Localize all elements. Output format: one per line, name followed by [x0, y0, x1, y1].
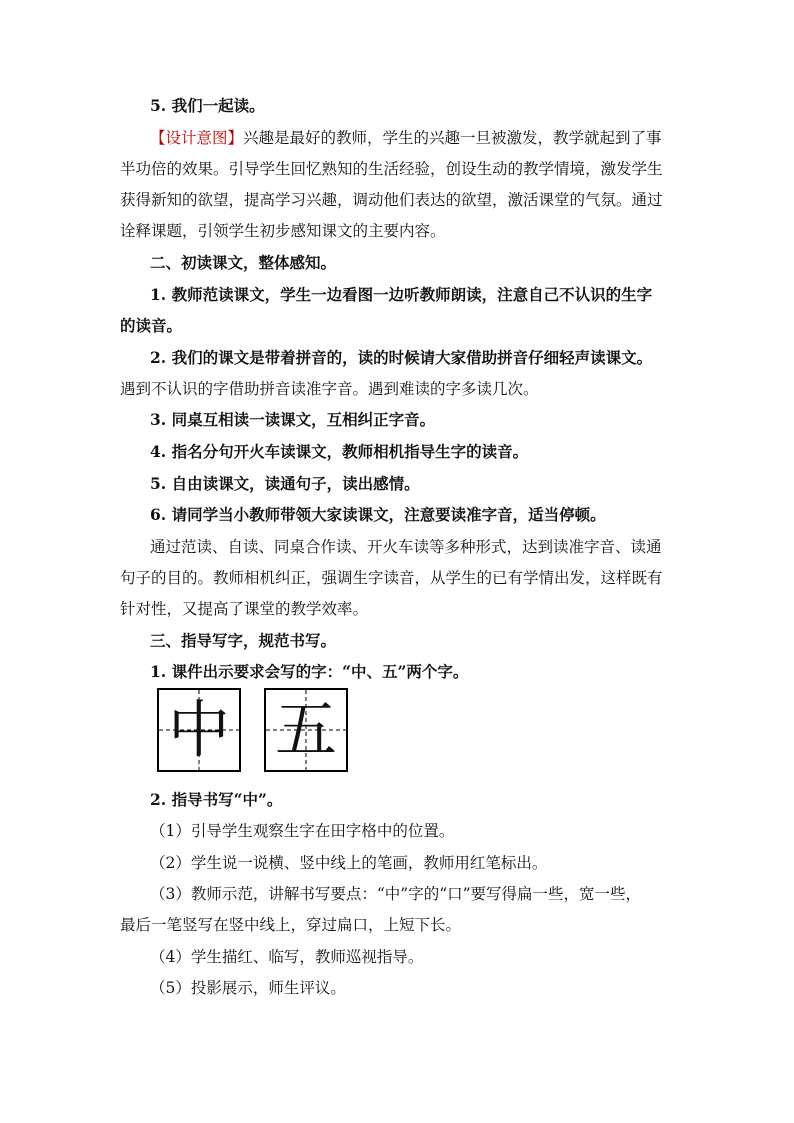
step-3: 3. 同桌互相读一读课文，互相纠正字音。 — [150, 410, 436, 429]
summary-line-3: 针对性，又提高了课堂的教学效率。 — [120, 600, 369, 618]
step-6: 6. 请同学当小教师带领大家读课文，注意要读准字音，适当停顿。 — [150, 505, 606, 524]
design-intent-tag: 【设计意图】 — [150, 129, 244, 147]
substep-5: （5）投影展示，师生评议。 — [150, 979, 346, 997]
design-intent-line-3: 获得新知的欲望，提高学习兴趣，调动他们表达的欲望，激活课堂的气氛。通过 — [120, 191, 663, 209]
section-3-heading: 三、指导写字，规范书写。 — [150, 631, 337, 650]
design-intent-line-2: 半功倍的效果。引导学生回忆熟知的生活经验，创设生动的教学情境，激发学生 — [120, 160, 663, 178]
step-2-line-1: 2. 我们的课文是带着拼音的，读的时候请大家借助拼音仔细轻声读课文。 — [150, 348, 653, 367]
substep-3-line-2: 最后一笔竖写在竖中线上，穿过扁口，上短下长。 — [120, 916, 462, 934]
writing-step-2: 2. 指导书写“中”。 — [150, 790, 283, 809]
summary-line-2: 句子的目的。教师相机纠正，强调生字读音，从学生的已有学情出发，这样既有 — [120, 569, 663, 587]
step-2-line-2: 遇到不认识的字借助拼音读准字音。遇到难读的字多读几次。 — [120, 380, 539, 398]
tianzige-grid-wu — [264, 688, 348, 772]
step-1-line-2: 的读音。 — [120, 316, 183, 335]
step-4: 4. 指名分句开火车读课文，教师相机指导生字的读音。 — [150, 442, 529, 461]
substep-4: （4）学生描红、临写，教师巡视指导。 — [150, 948, 424, 966]
substep-1: （1）引导学生观察生字在田字格中的位置。 — [150, 822, 455, 840]
character-zhong: 中 — [167, 693, 230, 766]
design-intent-line-4: 诠释课题，引领学生初步感知课文的主要内容。 — [120, 222, 446, 240]
substep-3-line-1: （3）教师示范，讲解书写要点：“中”字的“口”要写得扁一些，宽一些， — [150, 885, 642, 903]
step-5: 5. 自由读课文，读通句子，读出感情。 — [150, 474, 420, 493]
character-wu: 五 — [274, 693, 337, 766]
design-intent-line-1 — [150, 128, 680, 148]
summary-line-1: 通过范读、自读、同桌合作读、开火车读等多种形式，达到读准字音、读通 — [150, 538, 662, 556]
step-1-line-1: 1. 教师范读课文，学生一边看图一边听教师朗读，注意自己不认识的生字 — [150, 285, 653, 304]
tianzige-grid-zhong — [157, 688, 241, 772]
writing-step-1: 1. 课件出示要求会写的字：“中、五”两个字。 — [150, 662, 469, 681]
substep-2: （2）学生说一说横、竖中线上的笔画，教师用红笔标出。 — [150, 854, 548, 872]
design-intent-text: 兴趣是最好的教师，学生的兴趣一旦被激发，教学就起到了事 — [243, 129, 662, 147]
section-2-heading: 二、初读课文，整体感知。 — [150, 253, 337, 272]
item-read-together: 5. 我们一起读。 — [150, 96, 265, 115]
